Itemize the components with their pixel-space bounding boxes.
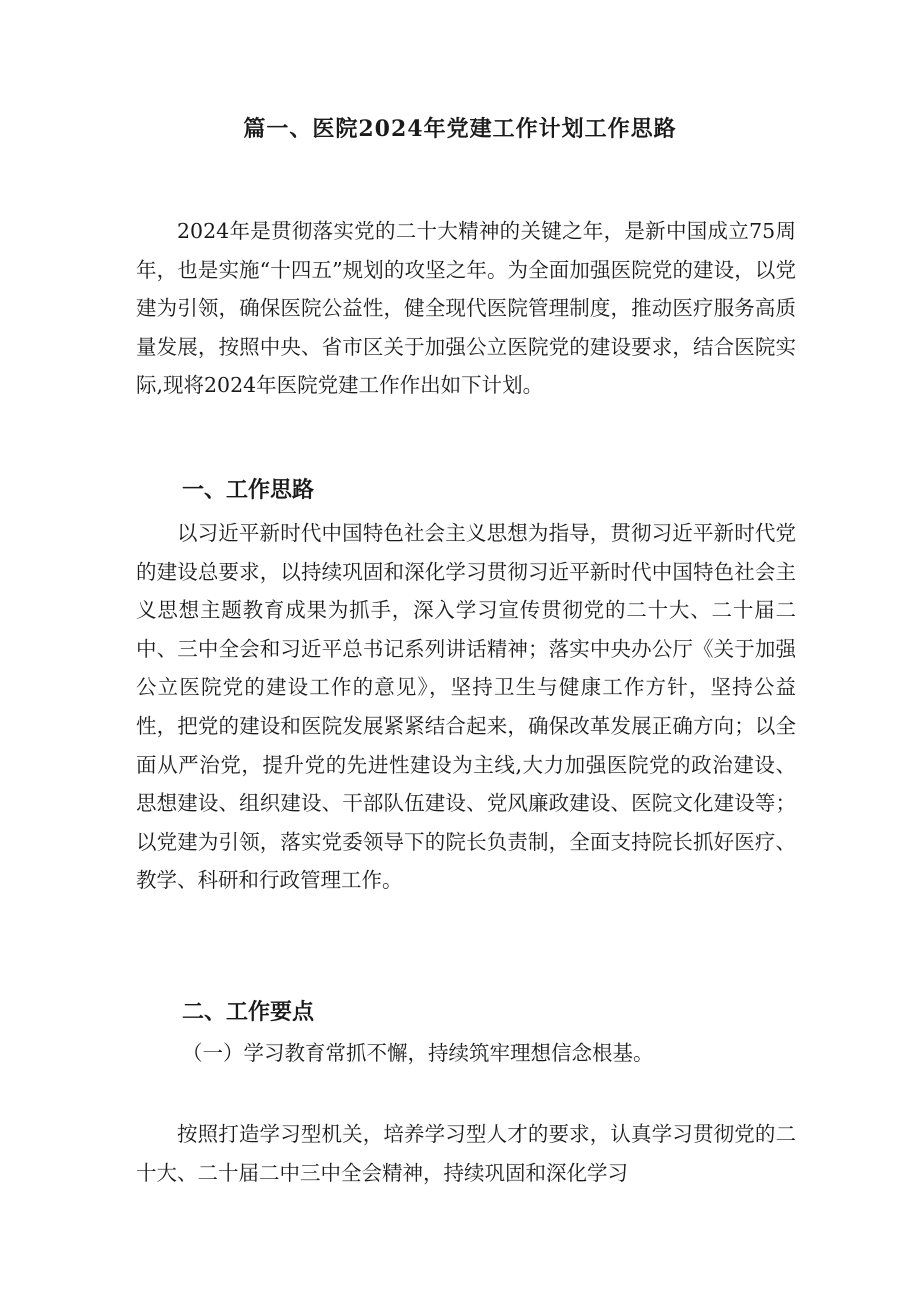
section-heading-work-approach: 一、工作思路 — [182, 478, 315, 503]
work-approach-paragraph: 以习近平新时代中国特色社会主义思想为指导，贯彻习近平新时代党的建设总要求，以持续巩固和深化学习贯彻习近平新时代中国特色社会主义思想主题教育成果为抓手，深入学习宣传贯彻党的二十大、二十届二中、三中全会和习近平总书记系列讲话精神；落实中央办公厅《关于加强公立医院党的建设工作的意见》，坚持卫生与健康工作方针，坚持公益性，把党的建设和医院发展紧紧结合起来，确保改革发展正确方向；以全面从严治党，提升党的先进性建设为主线,大力加强医院党的政治建设、思想建设、组织建设、干部队伍建设、党风廉政建设、医院文化建设等；以党建为引领，落实党委领导下的院长负责制，全面支持院长抓好医疗、教学、科研和行政管理工作。 — [136, 521, 796, 893]
document-title: 篇一、医院2024年党建工作计划工作思路 — [243, 116, 677, 142]
study-paragraph: 按照打造学习型机关，培养学习型人才的要求，认真学习贯彻党的二十大、二十届二中三中全会精神，持续巩固和深化学习 — [136, 1122, 796, 1185]
subsection-heading-study: （一）学习教育常抓不懈，持续筑牢理想信念根基。 — [182, 1041, 654, 1065]
section-heading-work-points: 二、工作要点 — [182, 1000, 315, 1025]
intro-paragraph: 2024年是贯彻落实党的二十大精神的关键之年，是新中国成立75周年，也是实施“十四五”规划的攻坚之年。为全面加强医院党的建设，以党建为引领，确保医院公益性，健全现代医院管理制度，推动医疗服务高质量发展，按照中央、省市区关于加强公立医院党的建设要求，结合医院实际,现将2024年医院党建工作作出如下计划。 — [136, 219, 796, 398]
